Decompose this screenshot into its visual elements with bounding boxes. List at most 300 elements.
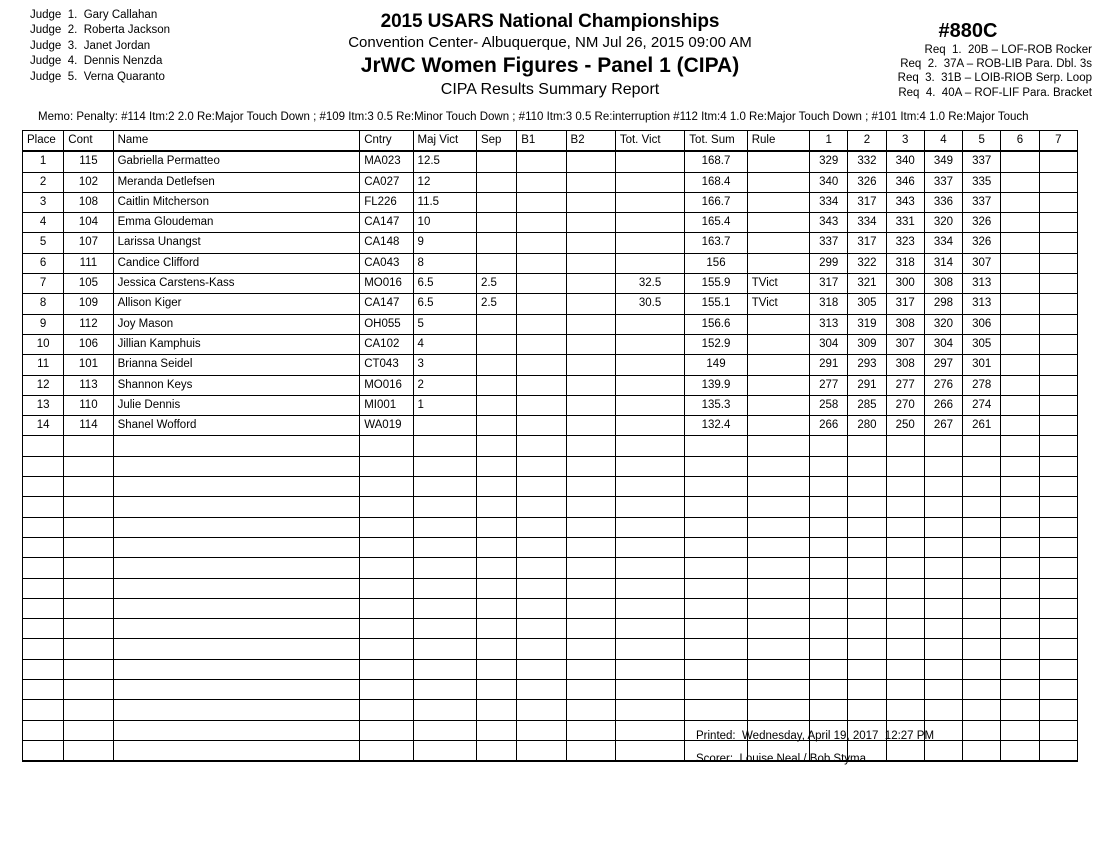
cell-tot-vict — [615, 192, 684, 212]
cell-empty — [848, 517, 886, 537]
cell-empty — [566, 720, 615, 740]
cell-j4: 298 — [924, 294, 962, 314]
cell-empty — [413, 639, 476, 659]
cell-empty — [1039, 720, 1077, 740]
cell-empty — [685, 497, 747, 517]
cell-empty — [747, 659, 809, 679]
cell-empty — [476, 740, 516, 761]
cell-empty — [1001, 720, 1039, 740]
cell-j3: 277 — [886, 375, 924, 395]
cell-b1 — [517, 192, 566, 212]
cell-empty — [848, 558, 886, 578]
cell-empty — [1039, 598, 1077, 618]
cell-sep — [476, 334, 516, 354]
cell-place: 7 — [23, 274, 64, 294]
cell-cntry: CA027 — [360, 172, 413, 192]
table-row-empty — [23, 497, 1078, 517]
cell-rule — [747, 416, 809, 436]
cell-empty — [64, 456, 113, 476]
table-header-row — [23, 131, 1078, 152]
cell-empty — [810, 456, 848, 476]
cell-name: Shanel Wofford — [113, 416, 360, 436]
column-header-judge-5: 5 — [963, 131, 1001, 152]
cell-place: 4 — [23, 213, 64, 233]
cell-cont: 115 — [64, 151, 113, 172]
cell-maj-vict: 12 — [413, 172, 476, 192]
cell-empty — [747, 558, 809, 578]
cell-j6 — [1001, 375, 1039, 395]
cell-maj-vict: 4 — [413, 334, 476, 354]
cell-j7 — [1039, 233, 1077, 253]
cell-empty — [517, 619, 566, 639]
cell-empty — [64, 598, 113, 618]
cell-empty — [64, 700, 113, 720]
cell-empty — [1001, 700, 1039, 720]
cell-j2: 317 — [848, 233, 886, 253]
cell-empty — [963, 537, 1001, 557]
cell-empty — [1039, 537, 1077, 557]
cell-sep — [476, 233, 516, 253]
table-row — [23, 334, 1078, 354]
cell-j7 — [1039, 192, 1077, 212]
cell-cont: 107 — [64, 233, 113, 253]
table-row — [23, 375, 1078, 395]
cell-rule: TVict — [747, 274, 809, 294]
cell-empty — [23, 740, 64, 761]
cell-empty — [360, 537, 413, 557]
cell-place: 1 — [23, 151, 64, 172]
table-row-empty — [23, 436, 1078, 456]
cell-empty — [113, 720, 360, 740]
cell-empty — [1001, 619, 1039, 639]
cell-cntry: CA102 — [360, 334, 413, 354]
cell-b1 — [517, 233, 566, 253]
cell-j5: 337 — [963, 192, 1001, 212]
cell-rule — [747, 395, 809, 415]
cell-maj-vict: 11.5 — [413, 192, 476, 212]
cell-empty — [848, 700, 886, 720]
cell-j6 — [1001, 355, 1039, 375]
cell-j4: 266 — [924, 395, 962, 415]
cell-empty — [615, 720, 684, 740]
cell-tot-sum: 156 — [685, 253, 747, 273]
cell-cont: 104 — [64, 213, 113, 233]
cell-empty — [685, 456, 747, 476]
cell-j1: 337 — [810, 233, 848, 253]
cell-empty — [848, 497, 886, 517]
cell-tot-sum: 152.9 — [685, 334, 747, 354]
cell-empty — [360, 680, 413, 700]
cell-sep — [476, 253, 516, 273]
cell-j3: 300 — [886, 274, 924, 294]
cell-cntry: CA147 — [360, 294, 413, 314]
cell-empty — [615, 598, 684, 618]
requirement-entry-3: Req 3. 31B – LOIB-RIOB Serp. Loop — [897, 72, 1092, 85]
cell-cntry: WA019 — [360, 416, 413, 436]
cell-empty — [615, 740, 684, 761]
cell-empty — [517, 639, 566, 659]
cell-empty — [848, 639, 886, 659]
cell-b1 — [517, 314, 566, 334]
cell-j3: 340 — [886, 151, 924, 172]
cell-empty — [517, 558, 566, 578]
event-venue-datetime: Convention Center- Albuquerque, NM Jul 26, 2015 09:00 AM — [348, 34, 752, 51]
cell-sep: 2.5 — [476, 274, 516, 294]
cell-empty — [1001, 477, 1039, 497]
cell-empty — [685, 477, 747, 497]
cell-empty — [517, 537, 566, 557]
cell-tot-sum: 132.4 — [685, 416, 747, 436]
cell-empty — [413, 497, 476, 517]
cell-empty — [413, 740, 476, 761]
cell-cntry: FL226 — [360, 192, 413, 212]
cell-empty — [924, 537, 962, 557]
cell-empty — [848, 436, 886, 456]
cell-empty — [685, 517, 747, 537]
cell-empty — [747, 436, 809, 456]
cell-j6 — [1001, 151, 1039, 172]
cell-j3: 270 — [886, 395, 924, 415]
cell-name: Candice Clifford — [113, 253, 360, 273]
cell-b2 — [566, 274, 615, 294]
cell-empty — [113, 680, 360, 700]
cell-empty — [413, 700, 476, 720]
cell-j1: 340 — [810, 172, 848, 192]
cell-j3: 317 — [886, 294, 924, 314]
cell-b1 — [517, 213, 566, 233]
cell-sep — [476, 416, 516, 436]
cell-empty — [360, 477, 413, 497]
cell-j1: 277 — [810, 375, 848, 395]
cell-place: 10 — [23, 334, 64, 354]
cell-empty — [566, 537, 615, 557]
table-row — [23, 355, 1078, 375]
cell-rule — [747, 355, 809, 375]
cell-empty — [566, 497, 615, 517]
cell-tot-vict — [615, 334, 684, 354]
column-header-judge-1: 1 — [810, 131, 848, 152]
page-title: JrWC Women Figures - Panel 1 (CIPA) — [360, 54, 740, 77]
judge-entry-3: Judge 3. Janet Jordan — [30, 39, 151, 52]
cell-j5: 306 — [963, 314, 1001, 334]
cell-empty — [64, 720, 113, 740]
event-number: #880C — [938, 20, 998, 42]
cell-b2 — [566, 395, 615, 415]
cell-empty — [64, 659, 113, 679]
cell-tot-sum: 139.9 — [685, 375, 747, 395]
cell-empty — [810, 659, 848, 679]
cell-empty — [1039, 619, 1077, 639]
cell-empty — [615, 700, 684, 720]
cell-j4: 308 — [924, 274, 962, 294]
cell-empty — [886, 558, 924, 578]
cell-tot-vict — [615, 314, 684, 334]
cell-cont: 102 — [64, 172, 113, 192]
cell-empty — [566, 578, 615, 598]
table-row — [23, 395, 1078, 415]
cell-j7 — [1039, 294, 1077, 314]
cell-tot-sum: 166.7 — [685, 192, 747, 212]
cell-empty — [517, 497, 566, 517]
cell-maj-vict: 10 — [413, 213, 476, 233]
cell-j5: 301 — [963, 355, 1001, 375]
cell-empty — [476, 497, 516, 517]
cell-empty — [886, 598, 924, 618]
cell-empty — [1039, 558, 1077, 578]
cell-tot-sum: 165.4 — [685, 213, 747, 233]
cell-empty — [886, 477, 924, 497]
cell-cont: 114 — [64, 416, 113, 436]
cell-rule — [747, 253, 809, 273]
cell-place: 13 — [23, 395, 64, 415]
cell-empty — [566, 639, 615, 659]
cell-empty — [1039, 578, 1077, 598]
cell-empty — [685, 436, 747, 456]
cell-sep — [476, 151, 516, 172]
cell-j3: 346 — [886, 172, 924, 192]
cell-empty — [23, 558, 64, 578]
cell-j7 — [1039, 395, 1077, 415]
cell-empty — [64, 477, 113, 497]
cell-empty — [685, 659, 747, 679]
cell-cntry: MA023 — [360, 151, 413, 172]
cell-j2: 291 — [848, 375, 886, 395]
cell-j7 — [1039, 172, 1077, 192]
cell-empty — [413, 558, 476, 578]
cell-empty — [113, 639, 360, 659]
table-row — [23, 213, 1078, 233]
judge-entry-5: Judge 5. Verna Quaranto — [30, 70, 165, 83]
cell-empty — [23, 537, 64, 557]
cell-empty — [848, 477, 886, 497]
cell-empty — [476, 659, 516, 679]
cell-j6 — [1001, 334, 1039, 354]
cell-empty — [566, 659, 615, 679]
cell-j4: 304 — [924, 334, 962, 354]
cell-tot-sum: 156.6 — [685, 314, 747, 334]
cell-name: Jessica Carstens-Kass — [113, 274, 360, 294]
cell-place: 14 — [23, 416, 64, 436]
report-footer — [696, 725, 934, 771]
cell-empty — [963, 436, 1001, 456]
cell-j7 — [1039, 355, 1077, 375]
cell-empty — [517, 700, 566, 720]
cell-empty — [886, 700, 924, 720]
event-title: 2015 USARS National Championships — [380, 11, 720, 32]
cell-j2: 280 — [848, 416, 886, 436]
cell-empty — [360, 517, 413, 537]
cell-empty — [615, 456, 684, 476]
cell-cont: 111 — [64, 253, 113, 273]
cell-maj-vict: 2 — [413, 375, 476, 395]
cell-b2 — [566, 151, 615, 172]
table-row — [23, 253, 1078, 273]
cell-j5: 307 — [963, 253, 1001, 273]
cell-maj-vict: 6.5 — [413, 274, 476, 294]
cell-tot-vict: 32.5 — [615, 274, 684, 294]
cell-b2 — [566, 253, 615, 273]
cell-j1: 304 — [810, 334, 848, 354]
cell-empty — [848, 598, 886, 618]
cell-j5: 313 — [963, 294, 1001, 314]
cell-place: 12 — [23, 375, 64, 395]
cell-j5: 326 — [963, 233, 1001, 253]
cell-sep — [476, 213, 516, 233]
cell-tot-vict — [615, 253, 684, 273]
cell-empty — [1001, 659, 1039, 679]
cell-empty — [413, 517, 476, 537]
cell-empty — [924, 680, 962, 700]
cell-sep — [476, 314, 516, 334]
requirement-entry-1: Req 1. 20B – LOF-ROB Rocker — [924, 44, 1092, 56]
cell-empty — [924, 659, 962, 679]
cell-empty — [615, 578, 684, 598]
cell-empty — [924, 558, 962, 578]
cell-empty — [566, 477, 615, 497]
cell-j3: 308 — [886, 355, 924, 375]
cell-empty — [23, 659, 64, 679]
column-header-b1: B1 — [517, 131, 566, 152]
cell-empty — [924, 619, 962, 639]
cell-empty — [886, 497, 924, 517]
cell-j1: 334 — [810, 192, 848, 212]
column-header-judge-6: 6 — [1001, 131, 1039, 152]
cell-empty — [476, 680, 516, 700]
cell-b1 — [517, 334, 566, 354]
cell-b1 — [517, 355, 566, 375]
cell-empty — [113, 598, 360, 618]
scorer-line: Scorer: Louise Neal / Bob Styma — [696, 753, 867, 765]
cell-empty — [23, 456, 64, 476]
cell-empty — [413, 436, 476, 456]
cell-j5: 261 — [963, 416, 1001, 436]
cell-maj-vict: 12.5 — [413, 151, 476, 172]
cell-empty — [476, 436, 516, 456]
cell-b2 — [566, 213, 615, 233]
cell-j5: 313 — [963, 274, 1001, 294]
cell-j2: 332 — [848, 151, 886, 172]
cell-empty — [413, 720, 476, 740]
cell-empty — [360, 700, 413, 720]
cell-maj-vict: 3 — [413, 355, 476, 375]
cell-empty — [113, 659, 360, 679]
cell-empty — [113, 700, 360, 720]
cell-empty — [360, 558, 413, 578]
cell-empty — [476, 537, 516, 557]
cell-maj-vict: 8 — [413, 253, 476, 273]
table-row — [23, 314, 1078, 334]
cell-j3: 323 — [886, 233, 924, 253]
cell-empty — [413, 537, 476, 557]
cell-empty — [924, 517, 962, 537]
table-row — [23, 192, 1078, 212]
cell-sep — [476, 395, 516, 415]
title-block — [280, 10, 820, 100]
cell-empty — [413, 680, 476, 700]
cell-empty — [886, 619, 924, 639]
cell-empty — [476, 517, 516, 537]
cell-empty — [810, 578, 848, 598]
cell-empty — [360, 740, 413, 761]
cell-empty — [476, 720, 516, 740]
cell-empty — [23, 436, 64, 456]
cell-empty — [517, 517, 566, 537]
table-row-empty — [23, 517, 1078, 537]
cell-tot-vict — [615, 213, 684, 233]
cell-empty — [685, 619, 747, 639]
cell-empty — [615, 619, 684, 639]
table-row — [23, 172, 1078, 192]
cell-tot-sum: 155.9 — [685, 274, 747, 294]
table-row-empty — [23, 619, 1078, 639]
requirement-entry-2: Req 2. 37A – ROB-LIB Para. Dbl. 3s — [900, 58, 1092, 71]
cell-empty — [685, 680, 747, 700]
cell-sep — [476, 375, 516, 395]
cell-empty — [566, 436, 615, 456]
cell-j6 — [1001, 416, 1039, 436]
cell-empty — [113, 558, 360, 578]
cell-empty — [848, 578, 886, 598]
cell-j3: 331 — [886, 213, 924, 233]
cell-empty — [848, 659, 886, 679]
cell-empty — [113, 517, 360, 537]
cell-empty — [747, 639, 809, 659]
cell-j3: 308 — [886, 314, 924, 334]
cell-j2: 309 — [848, 334, 886, 354]
cell-j4: 336 — [924, 192, 962, 212]
cell-b2 — [566, 233, 615, 253]
cell-place: 6 — [23, 253, 64, 273]
column-header-cntry: Cntry — [360, 131, 413, 152]
cell-empty — [615, 477, 684, 497]
table-row-empty — [23, 558, 1078, 578]
cell-empty — [963, 639, 1001, 659]
cell-b2 — [566, 192, 615, 212]
cell-maj-vict: 5 — [413, 314, 476, 334]
cell-empty — [476, 598, 516, 618]
cell-j6 — [1001, 192, 1039, 212]
cell-empty — [476, 456, 516, 476]
cell-j7 — [1039, 334, 1077, 354]
cell-empty — [1039, 517, 1077, 537]
cell-j7 — [1039, 314, 1077, 334]
cell-j1: 291 — [810, 355, 848, 375]
cell-rule — [747, 192, 809, 212]
cell-empty — [23, 639, 64, 659]
report-subtitle: CIPA Results Summary Report — [440, 81, 660, 98]
cell-empty — [963, 740, 1001, 761]
cell-empty — [566, 456, 615, 476]
cell-empty — [64, 436, 113, 456]
cell-j6 — [1001, 172, 1039, 192]
cell-empty — [963, 456, 1001, 476]
cell-empty — [747, 598, 809, 618]
cell-cont: 105 — [64, 274, 113, 294]
cell-empty — [413, 619, 476, 639]
cell-empty — [360, 456, 413, 476]
cell-empty — [963, 578, 1001, 598]
cell-j2: 305 — [848, 294, 886, 314]
cell-empty — [566, 598, 615, 618]
cell-cont: 112 — [64, 314, 113, 334]
column-header-maj-vict: Maj Vict — [413, 131, 476, 152]
cell-cntry: OH055 — [360, 314, 413, 334]
cell-j4: 337 — [924, 172, 962, 192]
cell-empty — [476, 578, 516, 598]
column-header-cont: Cont — [64, 131, 113, 152]
cell-maj-vict — [413, 416, 476, 436]
cell-j1: 299 — [810, 253, 848, 273]
